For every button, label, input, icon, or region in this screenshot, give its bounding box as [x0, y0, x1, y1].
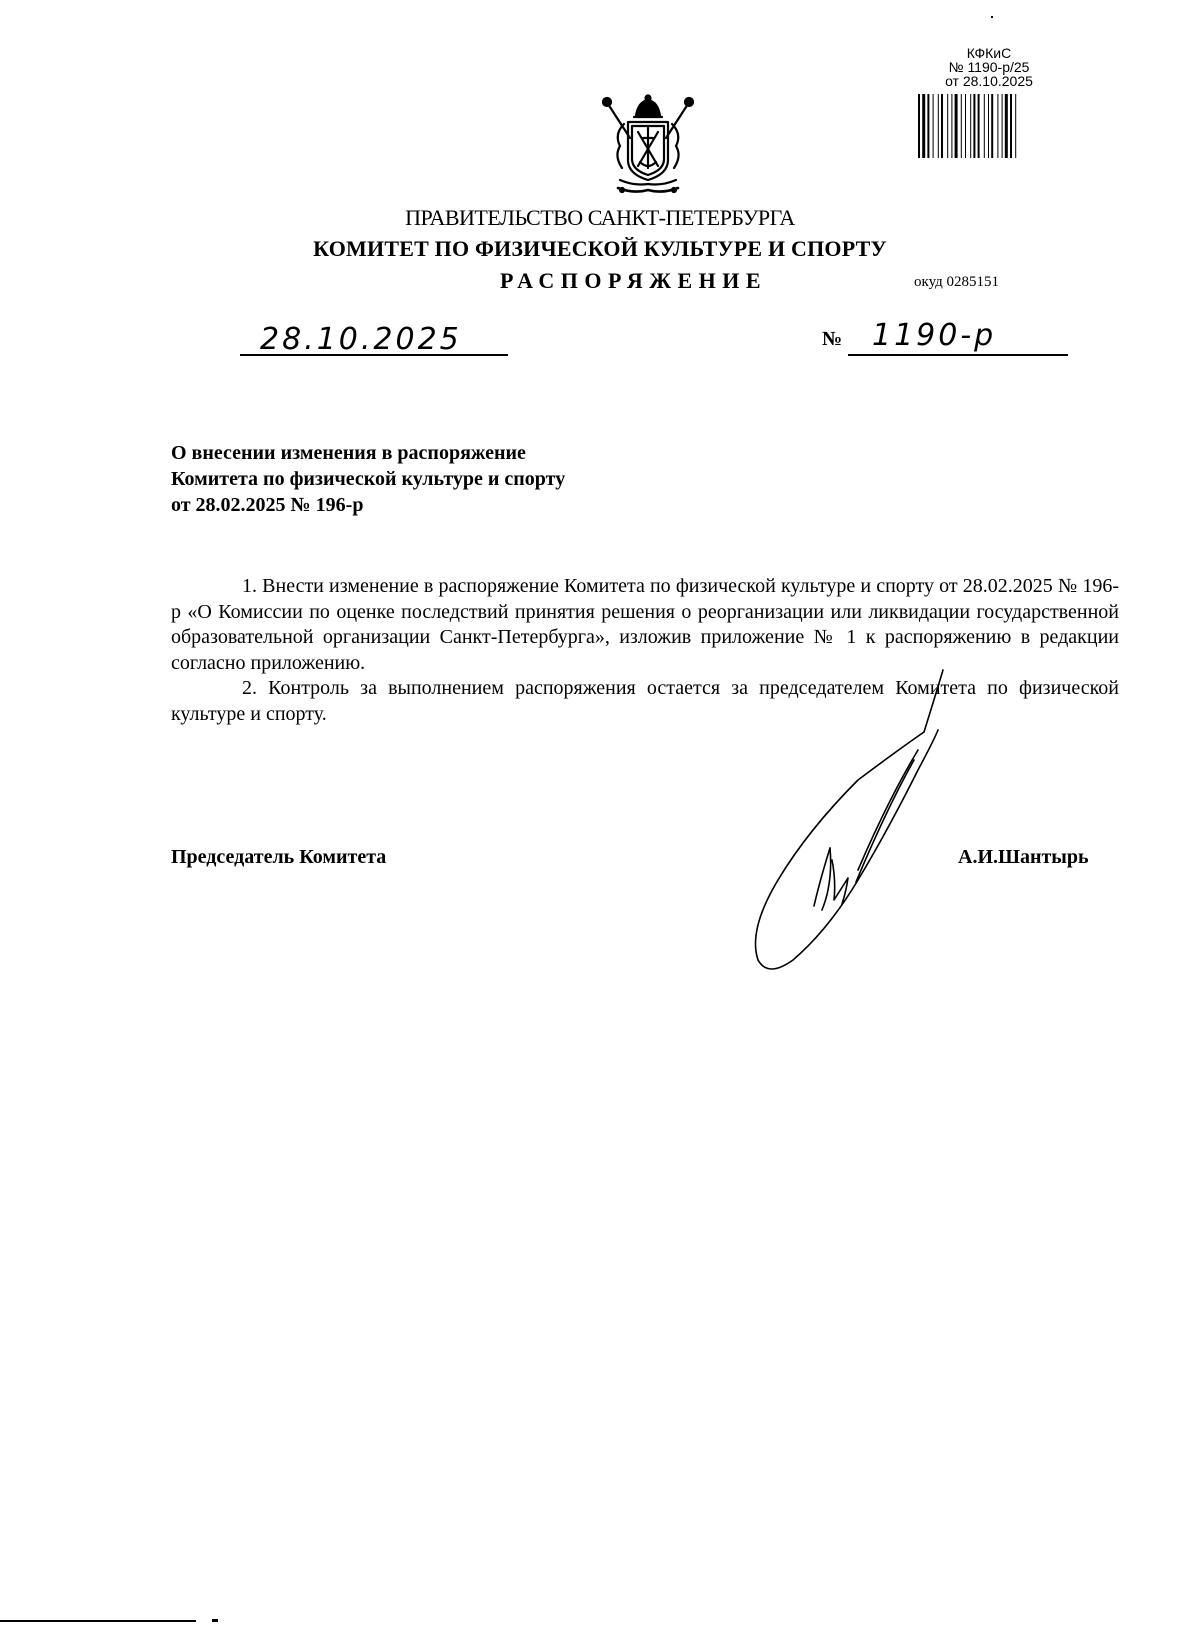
barcode-bar	[965, 94, 966, 158]
number-underline	[848, 354, 1068, 356]
scan-edge-line	[0, 1620, 196, 1622]
stamp-reg-date: от 28.10.2025	[945, 73, 1033, 89]
handwritten-signature	[738, 660, 988, 980]
barcode-bar	[991, 94, 993, 158]
subject-line: от 28.02.2025 № 196-р	[171, 494, 364, 516]
saint-petersburg-coat-of-arms-icon	[600, 94, 696, 198]
stamp-reg-number: № 1190-р/25	[948, 59, 1030, 75]
scan-edge-mark	[212, 1619, 218, 1622]
subject-line: О внесении изменения в распоряжение	[171, 442, 526, 464]
document-date: 28.10.2025	[260, 322, 462, 357]
barcode-bar	[951, 94, 952, 158]
signatory-name: А.И.Шантырь	[958, 846, 1089, 868]
signatory-position: Председатель Комитета	[171, 846, 387, 868]
barcode-bar	[961, 94, 962, 158]
number-sign: №	[822, 328, 843, 350]
barcode-bar	[1005, 94, 1008, 158]
barcode-bar	[947, 94, 948, 158]
barcode-bar	[997, 94, 998, 158]
date-underline	[240, 354, 508, 356]
government-title: ПРАВИТЕЛЬСТВО САНКТ-ПЕТЕРБУРГА	[405, 205, 795, 230]
barcode-bar	[938, 94, 939, 158]
barcode-bar	[922, 94, 925, 158]
barcode-bar	[973, 94, 975, 158]
barcode-bar	[918, 94, 920, 158]
scan-speck	[991, 16, 993, 18]
document-number: 1190-р	[872, 318, 997, 353]
barcode-bar	[1015, 94, 1016, 158]
barcode-bar	[955, 94, 958, 158]
barcode-bar	[927, 94, 929, 158]
barcode-bar	[984, 94, 985, 158]
barcode-bar	[1002, 94, 1003, 158]
okud-code: окуд 0285151	[914, 274, 1000, 290]
registration-stamp	[914, 46, 1064, 88]
barcode-bar	[1010, 94, 1012, 158]
subject-line: Комитета по физической культуре и спорту	[171, 468, 566, 490]
document-type: РАСПОРЯЖЕНИЕ	[500, 268, 768, 293]
barcode-bar	[941, 94, 943, 158]
committee-title: КОМИТЕТ ПО ФИЗИЧЕСКОЙ КУЛЬТУРЕ И СПОРТУ	[313, 236, 887, 261]
barcode-bar	[988, 94, 989, 158]
stamp-org: КФКиС	[966, 45, 1012, 61]
barcode-bar	[933, 94, 934, 158]
barcode-icon	[918, 94, 1072, 158]
barcode-bar	[970, 94, 971, 158]
body-paragraph: 2. Контроль за выполнением распоряжения остается за председателем Комитета по физической культуре и спорту.	[171, 677, 1119, 725]
document-subject	[171, 440, 731, 518]
barcode-bar	[978, 94, 980, 158]
body-paragraph: 1. Внести изменение в распоряжение Комитета по физической культуре и спорту от 28.02.2025 № 196-р «О Комиссии по оценке последствий принятия решения о реорганизации или ликвидации государственной образовательной организации Санкт-Петербурга», изложив приложение № 1 к распоряжению в редакции согласно приложению.	[171, 575, 1119, 674]
